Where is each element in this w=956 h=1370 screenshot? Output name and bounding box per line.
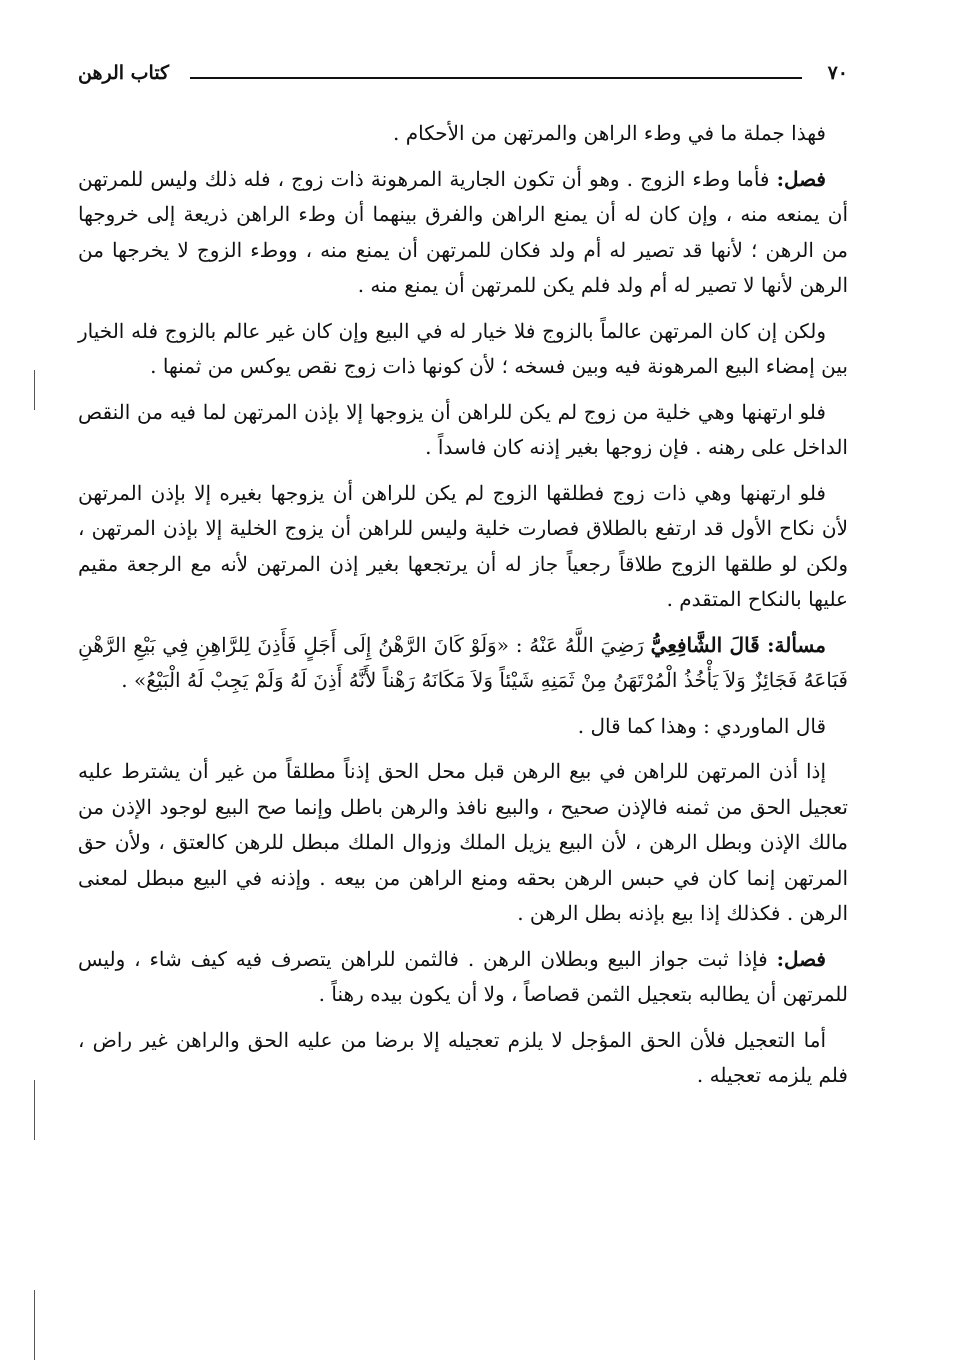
paragraph-text: فهذا جملة ما في وطء الراهن والمرتهن من الأحكام . — [393, 121, 826, 145]
paragraph-text: قال الماوردي : وهذا كما قال . — [577, 713, 826, 738]
paragraph-text: رَضِيَ اللَّهُ عَنْهُ : «وَلَوْ كَانَ الرَّهْنُ إِلَى أَجَلٍ فَأَذِنَ لِلرَّاهِنِ فِي بَيْعِ الرَّهْنِ فَبَاعَهُ فَجَائِزٌ وَلاَ يَأْخُذُ الْمُرْتَهَنُ مِنْ ثَمَنِهِ شَيْئاً وَلاَ مَكَانَهُ رَهْناً لأَنَّهُ أَذِنَ لَهُ وَلَمْ يَجِبْ لَهُ الْبَيْعُ» . — [78, 632, 848, 692]
page-number: ٧٠ — [827, 62, 848, 84]
paragraph — [78, 395, 848, 466]
scan-margin-mark — [34, 1290, 35, 1360]
paragraph — [78, 1023, 848, 1094]
paragraph-text: فلو ارتهنها وهي خلية من زوج لم يكن للراهن أن يزوجها إلا بإذن المرتهن لما فيه من النقص الداخل على رهنه . فإن زوجها بغير إذنه كان فاسداً . — [78, 399, 848, 459]
paragraph-lead: فصل: — [776, 166, 826, 191]
paragraph-text: ولكن إن كان المرتهن عالماً بالزوج فلا خيار له في البيع وإن كان غير عالم بالزوج فله الخيار بين إمضاء البيع المرهونة فيه وبين فسخه ؛ لأن كونها ذات زوج نقص يوكس من ثمنها . — [78, 318, 848, 378]
paragraph-text: فأما وطء الزوج . وهو أن تكون الجارية المرهونة ذات زوج ، فله ذلك وليس للمرتهن أن يمنعه منه ، وإن كان له أن يمنع الراهن والفرق بينهما أن وطء الراهن ذريعة إلى خروجها من الرهن ؛ لأنها قد تصير له أم ولد فكان للمرتهن أن يمنع منه ، ووطء الزوج لا يخرجها من الرهن لأنها لا تصير له أم ولد فلم يكن للمرتهن أن يمنع منه . — [78, 166, 849, 297]
paragraph — [78, 754, 848, 932]
page-header — [78, 58, 848, 102]
page-body — [78, 116, 848, 1104]
paragraph-text: فلو ارتهنها وهي ذات زوج فطلقها الزوج لم يكن للراهن أن يزوجها بغيره إلا بإذن المرتهن لأن نكاح الأول قد ارتفع بالطلاق فصارت خلية وليس للراهن أن يزوج الخلية إلا بإذن المرتهن ، ولكن لو طلقها الزوج طلاقاً رجعياً جاز له أن يرتجعها بغير إذن المرتهن لأنه مع الرجعة مقيم عليها بالنكاح المتقدم . — [78, 480, 848, 611]
paragraph — [78, 942, 848, 1013]
paragraph-lead: مسألة: قَالَ الشَّافِعِيُّ — [650, 632, 826, 657]
paragraph — [78, 116, 848, 152]
scan-margin-mark — [34, 1080, 35, 1140]
book-title: كتاب الرهن — [78, 62, 170, 84]
scan-margin-mark — [34, 370, 35, 410]
paragraph-text: فإذا ثبت جواز البيع وبطلان الرهن . فالثمن للراهن يتصرف فيه كيف شاء ، وليس للمرتهن أن يطالبه بتعجيل الثمن قصاصاً ، ولا أن يكون بيده رهناً . — [78, 946, 848, 1006]
header-rule — [190, 77, 802, 79]
paragraph-lead: فصل: — [776, 946, 826, 971]
paragraph-text: إذا أذن المرتهن للراهن في بيع الرهن قبل محل الحق إذناً مطلقاً من غير أن يشترط عليه تعجيل الحق من ثمنه فالإذن صحيح ، والبيع نافذ والرهن باطل وإنما صح البيع لوجود الإذن من مالك الإذن وبطل الرهن ، لأن البيع يزيل الملك وزوال الملك مبطل للرهن كالعتق ، ولأن حق المرتهن إنما كان في حبس الرهن بحقه ومنع الراهن من بيعه . وإذنه في البيع مبطل لمعنى الرهن . فكذلك إذا بيع بإذنه بطل الرهن . — [78, 759, 848, 925]
paragraph — [78, 314, 848, 385]
paragraph — [78, 162, 848, 304]
paragraph — [78, 628, 848, 699]
paragraph — [78, 476, 848, 618]
paragraph-text: أما التعجيل فلأن الحق المؤجل لا يلزم تعجيله إلا برضا من عليه الحق والراهن غير راض ، فلم يلزمه تعجيله . — [78, 1027, 848, 1087]
paragraph — [78, 709, 848, 745]
